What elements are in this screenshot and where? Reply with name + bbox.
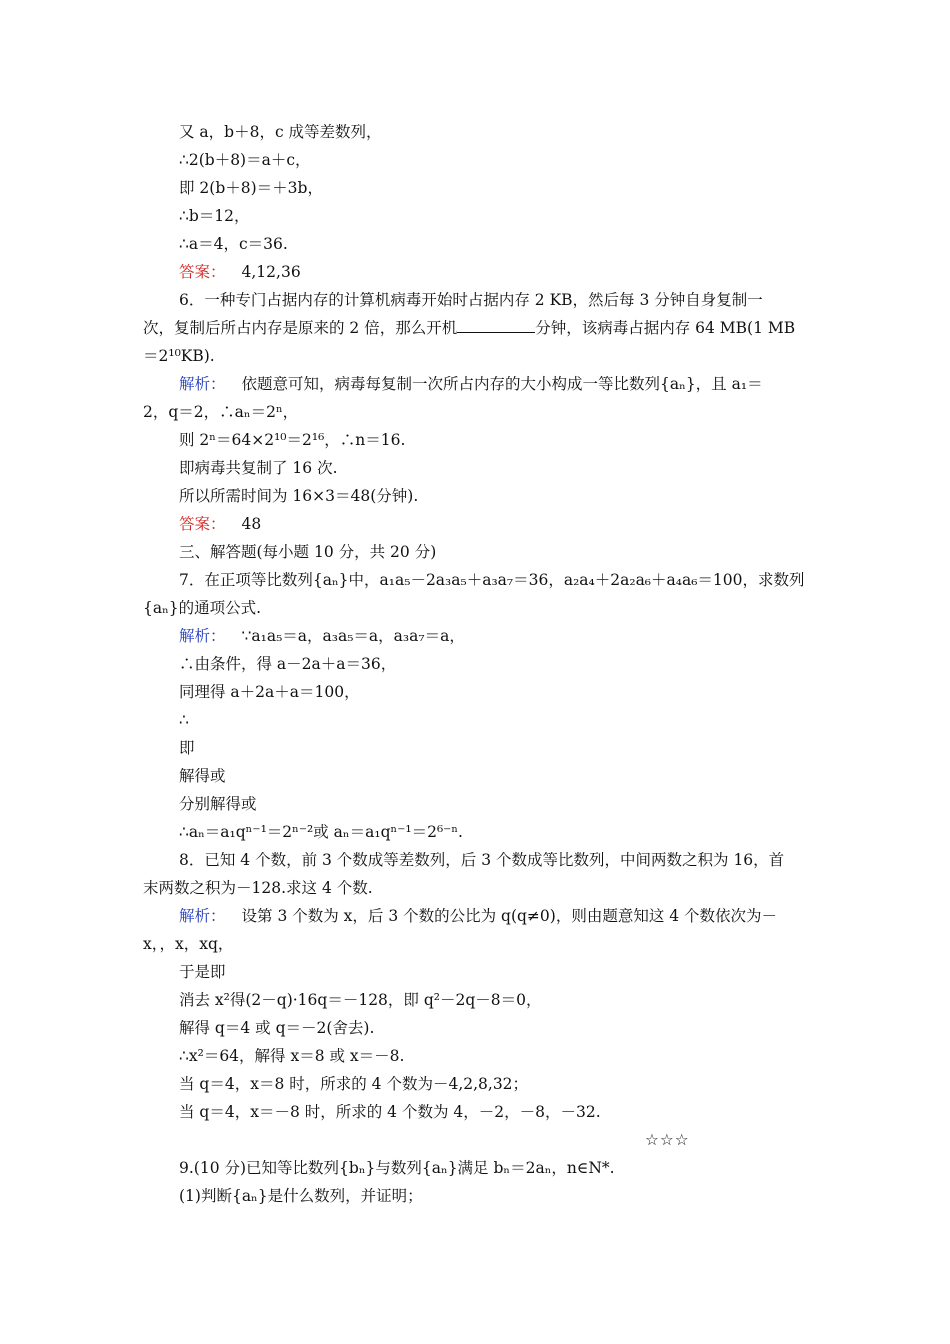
solution-text: 依题意可知，病毒每复制一次所占内存的大小构成一等比数列{aₙ}，且 a₁＝ [241,375,763,393]
question-line: ＝2¹⁰KB). [143,347,215,365]
solution-label: 解析： [179,375,226,393]
text-line: ∴ [179,711,189,729]
answer-label: 答案： [179,515,226,533]
solution-label: 解析： [179,907,226,925]
text-line: 所以所需时间为 16×3＝48(分钟). [179,487,419,505]
answer-value: 48 [241,515,262,533]
question-line [143,318,795,338]
text-line: 消去 x²得(2－q)·16q＝－128，即 q²－2q－8＝0， [179,991,542,1009]
text-line: x，，x，xq， [143,935,234,953]
text-line: 分别解得或 [179,795,257,813]
solution-text: ∵a₁a₅＝a，a₃a₅＝a，a₃a₇＝a， [241,627,465,645]
text-line: 同理得 a＋2a＋a＝100， [179,683,360,701]
solution-label: 解析： [179,627,226,645]
question-line: {aₙ}的通项公式. [143,599,262,617]
solution-line [179,906,777,926]
section-heading: 三、解答题(每小题 10 分，共 20 分) [179,543,437,561]
text-line: ∴aₙ＝a₁qⁿ⁻¹＝2ⁿ⁻²或 aₙ＝a₁qⁿ⁻¹＝2⁶⁻ⁿ. [179,823,463,841]
solution-line [179,374,763,394]
text-line: 即 2(b＋8)＝＋3b， [179,179,323,197]
answer-blank [457,318,535,333]
text-line: 则 2ⁿ＝64×2¹⁰＝2¹⁶，∴n＝16. [179,431,406,449]
text-line: 又 a，b＋8，c 成等差数列， [179,123,382,141]
question-line: 6．一种专门占据内存的计算机病毒开始时占据内存 2 KB，然后每 3 分钟自身复制一 [179,291,763,309]
question-line: 9.(10 分)已知等比数列{bₙ}与数列{aₙ}满足 bₙ＝2aₙ，n∈N*. [179,1159,615,1177]
question-text: 次，复制后所占内存是原来的 2 倍，那么开机 [143,319,458,337]
text-line: 解得 q＝4 或 q＝－2(舍去). [179,1019,375,1037]
solution-text: 设第 3 个数为 x，后 3 个数的公比为 q(q≠0)，则由题意知这 4 个数依次为－ [241,907,778,925]
question-text: 分钟，该病毒占据内存 64 MB(1 MB [535,319,796,337]
text-line: 即 [179,739,195,757]
text-line: ∴x²＝64，解得 x＝8 或 x＝－8. [179,1047,405,1065]
star-divider: ☆☆☆ [645,1131,690,1149]
text-line: 解得或 [179,767,226,785]
question-line: 8．已知 4 个数，前 3 个数成等差数列，后 3 个数成等比数列，中间两数之积为 16，首 [179,851,785,869]
text-line: 当 q＝4，x＝8 时，所求的 4 个数为－4,2,8,32； [179,1075,529,1093]
text-line: 2，q＝2，∴aₙ＝2ⁿ， [143,403,299,421]
text-line: ∴b＝12， [179,207,250,225]
answer-label: 答案： [179,263,226,281]
question-line: (1)判断{aₙ}是什么数列，并证明； [179,1187,423,1205]
solution-line [179,626,465,646]
question-line: 末两数之积为－128.求这 4 个数. [143,879,373,897]
text-line: 于是即 [179,963,226,981]
answer-value: 4,12,36 [241,263,301,281]
text-line: 即病毒共复制了 16 次. [179,459,338,477]
text-line: ∴a＝4，c＝36. [179,235,288,253]
text-line: ∴2(b＋8)＝a＋c， [179,151,311,169]
answer-line [179,514,261,534]
question-line: 7．在正项等比数列{aₙ}中，a₁a₅－2a₃a₅＋a₃a₇＝36，a₂a₄＋2a₂a₆＋a₄a₆＝100，求数列 [179,571,805,589]
text-line: ∴由条件，得 a－2a＋a＝36， [179,655,397,673]
answer-line [179,262,301,282]
text-line: 当 q＝4，x＝－8 时，所求的 4 个数为 4，－2，－8，－32. [179,1103,601,1121]
